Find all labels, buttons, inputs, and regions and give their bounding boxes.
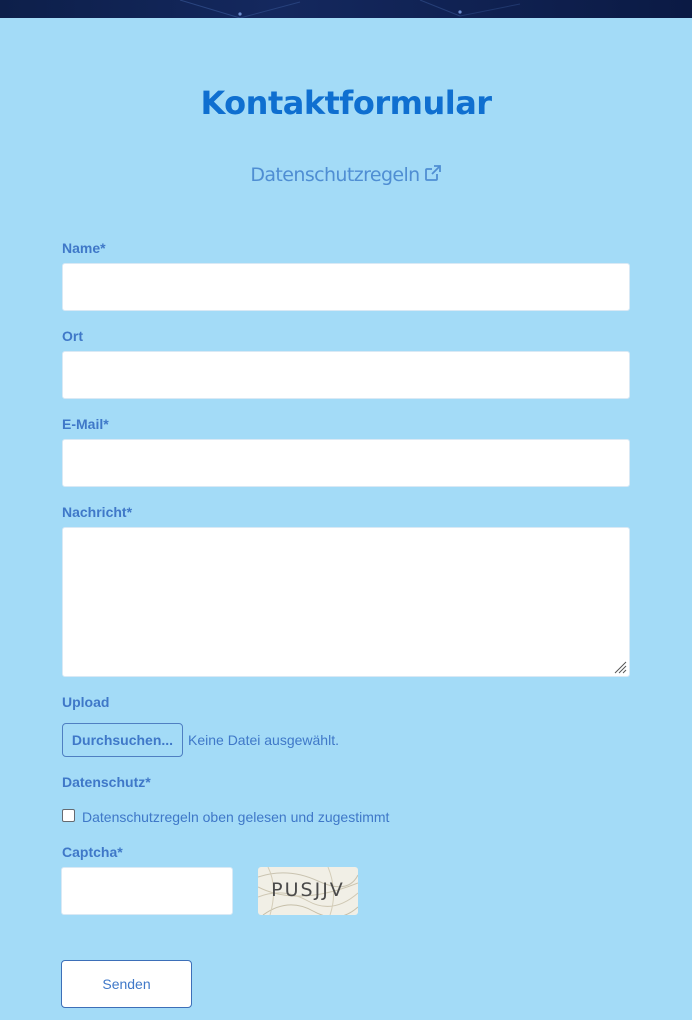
name-input[interactable] (62, 263, 630, 311)
captcha-input[interactable] (61, 867, 233, 915)
external-link-icon (424, 164, 442, 182)
header-banner (0, 0, 692, 18)
captcha-label: Captcha* (62, 844, 123, 860)
message-label: Nachricht* (62, 504, 133, 520)
upload-label: Upload (62, 694, 110, 710)
ort-input[interactable] (62, 351, 630, 399)
browse-file-button[interactable]: Durchsuchen... (62, 723, 183, 757)
privacy-label: Datenschutz* (62, 774, 151, 790)
email-label: E-Mail* (62, 416, 109, 432)
privacy-policy-link[interactable] (0, 164, 692, 186)
ort-label: Ort (62, 328, 83, 344)
email-input[interactable] (62, 439, 630, 487)
privacy-link-label: Datenschutzregeln (250, 164, 420, 186)
captcha-image (258, 867, 358, 915)
captcha-code: PUSJJV (271, 879, 345, 901)
resize-grip-icon[interactable] (613, 660, 627, 674)
privacy-consent-checkbox[interactable] (62, 809, 75, 822)
submit-button[interactable]: Senden (61, 960, 192, 1008)
message-textarea[interactable] (62, 527, 630, 677)
privacy-consent-label[interactable]: Datenschutzregeln oben gelesen und zugestimmt (82, 809, 390, 825)
network-pattern (0, 0, 692, 18)
name-label: Name* (62, 240, 106, 256)
page-title: Kontaktformular (200, 84, 492, 122)
file-status-text: Keine Datei ausgewählt. (188, 732, 339, 748)
